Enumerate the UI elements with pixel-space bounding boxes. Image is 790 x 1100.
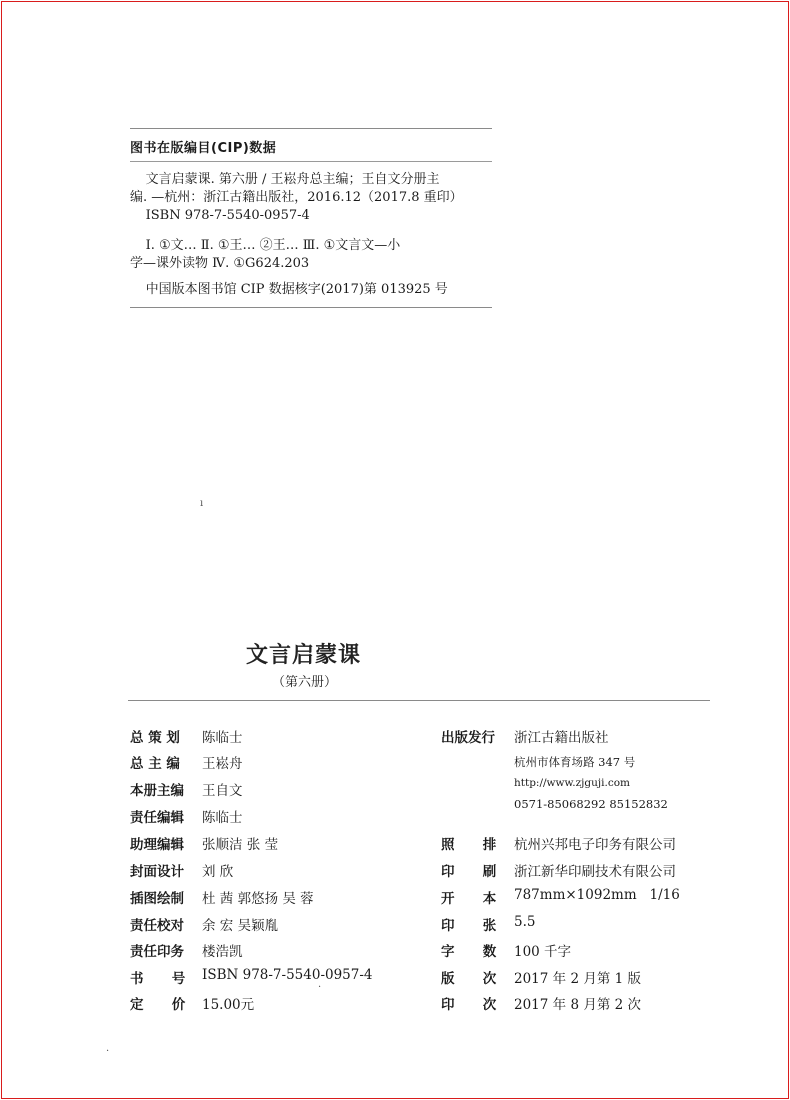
colophon-rule [128, 700, 710, 701]
credit-label: 助理编辑 [130, 837, 184, 853]
credit-label: 字 数 [441, 944, 497, 960]
credit-label: 插图绘制 [130, 891, 184, 907]
publisher-label: 出版发行 [441, 730, 495, 746]
credit-value: 15.00元 [202, 997, 255, 1013]
credit-label: 本册主编 [130, 783, 184, 799]
credit-value: 陈临士 [202, 810, 243, 826]
credit-label: 印 次 [441, 997, 497, 1013]
credit-label: 总 策 划 [130, 730, 180, 746]
credit-value: 王崧舟 [202, 756, 243, 772]
cip-class-1: Ⅰ. ①文… Ⅱ. ①王… ②王… Ⅲ. ①文言文—小 [145, 238, 401, 253]
book-volume: （第六册） [272, 675, 338, 690]
credit-value: 王自文 [202, 783, 243, 799]
cip-top-rule [130, 128, 492, 129]
credit-value: 楼浩凯 [202, 944, 243, 960]
credit-label: 责任编辑 [130, 810, 184, 826]
publisher-address: 杭州市体育场路 347 号 [514, 755, 636, 769]
cip-title: 图书在版编目(CIP)数据 [130, 141, 277, 156]
cip-class-2: 学—课外读物 Ⅳ. ①G624.203 [130, 256, 310, 271]
print-speck: ı [200, 498, 204, 509]
credit-value: 100 千字 [514, 944, 572, 960]
credit-label: 责任校对 [130, 918, 184, 934]
credit-label: 印 张 [441, 918, 497, 934]
credit-value: 张顺洁 张 莹 [202, 837, 279, 853]
credit-value: ISBN 978-7-5540-0957-4 [202, 967, 373, 983]
book-title: 文言启蒙课 [246, 642, 362, 668]
cip-line-1: 文言启蒙课. 第六册 / 王崧舟总主编；王自文分册主 [145, 172, 440, 187]
cip-title-rule [130, 161, 492, 162]
credit-label: 印 刷 [441, 864, 497, 880]
cip-line-2: 编. —杭州：浙江古籍出版社，2016.12（2017.8 重印） [130, 190, 463, 205]
credit-value: 浙江新华印刷技术有限公司 [514, 864, 676, 880]
cip-bottom-rule [130, 307, 492, 308]
credit-label: 书 号 [130, 971, 186, 987]
publisher-phone: 0571-85068292 85152832 [514, 797, 668, 811]
credit-value: 杜 茜 郭悠扬 吴 蓉 [202, 891, 314, 907]
credit-value: 787mm×1092mm 1/16 [514, 887, 680, 903]
cip-core-number: 中国版本图书馆 CIP 数据核字(2017)第 013925 号 [145, 282, 448, 297]
print-speck: · [318, 982, 322, 993]
credit-value: 2017 年 8 月第 2 次 [514, 997, 641, 1013]
credit-value: 2017 年 2 月第 1 版 [514, 971, 641, 987]
credit-value: 5.5 [514, 914, 536, 930]
credit-label: 总 主 编 [130, 756, 180, 772]
publisher-name: 浙江古籍出版社 [514, 730, 609, 746]
cip-block [130, 128, 492, 308]
credit-value: 刘 欣 [202, 864, 234, 880]
credit-value: 陈临士 [202, 730, 243, 746]
credit-label: 版 次 [441, 971, 497, 987]
credit-label: 封面设计 [130, 864, 184, 880]
cip-isbn: ISBN 978-7-5540-0957-4 [145, 208, 310, 223]
publisher-url: http://www.zjguji.com [514, 777, 630, 789]
credit-label: 照 排 [441, 837, 497, 853]
print-speck: · [106, 1046, 110, 1057]
credit-label: 定 价 [130, 997, 186, 1013]
credit-value: 余 宏 吴颖胤 [202, 918, 279, 934]
credit-value: 杭州兴邦电子印务有限公司 [514, 837, 676, 853]
credit-label: 责任印务 [130, 944, 184, 960]
credit-label: 开 本 [441, 891, 497, 907]
